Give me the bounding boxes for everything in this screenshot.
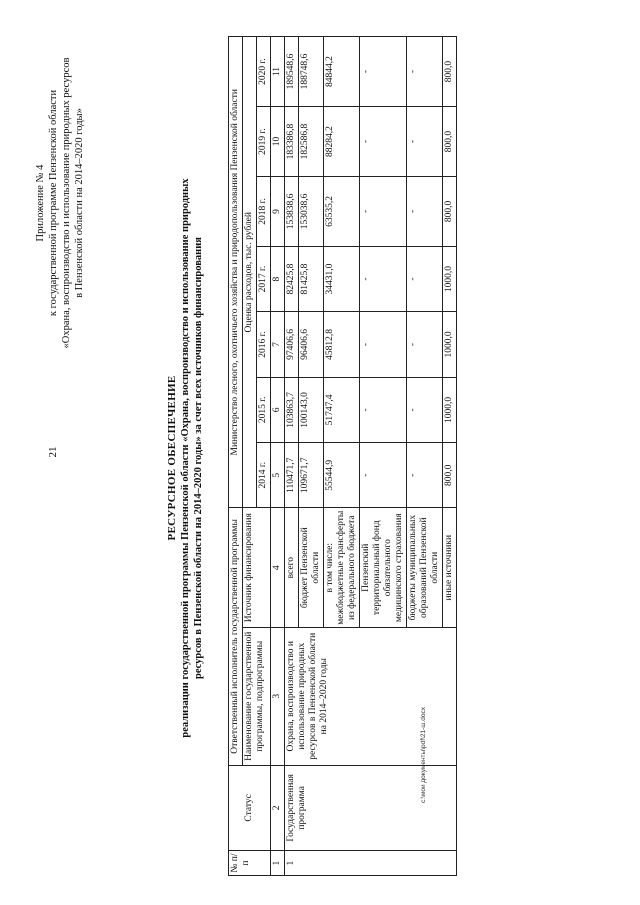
header-source: Источник финансирования [243,508,271,628]
year-2018: 2018 г. [257,176,271,246]
colnum-9: 9 [271,176,285,246]
colnum-5: 5 [271,443,285,508]
value-cell: - [407,377,443,442]
value-cell: - [407,312,443,377]
value-cell: - [360,443,407,508]
header-responsible: Ответственный исполнитель государственной программы [229,508,243,765]
value-cell: - [407,107,443,177]
colnum-10: 10 [271,107,285,177]
column-numbers-row [271,37,285,876]
value-cell: 55544,9 [324,443,360,508]
colnum-8: 8 [271,246,285,311]
year-2019: 2019 г. [257,107,271,177]
page-number: 21 [47,446,59,458]
header-expenses: Оценка расходов, тыс. рублей [243,37,257,508]
value-cell: 51747,4 [324,377,360,442]
value-cell: 103863,7 [285,377,299,442]
heading-line-2: ресурсов в Пензенской области на 2014–2020 годы» за счет всех источников финансирования [193,237,204,679]
year-2020: 2020 г. [257,37,271,107]
source-cell: в том числе: межбюджетные трансферты из федерального бюджета [324,508,360,628]
document-heading [166,48,205,868]
value-cell: - [407,246,443,311]
appendix-line-1: Приложение № 4 [35,164,46,242]
value-cell: - [360,107,407,177]
source-cell: бюджет Пензенской области [299,508,324,628]
row-program-name: Охрана, воспроизводство и использование природных ресурсов в Пензенской области на 2014–2020 годы [285,627,457,765]
value-cell: 88284,2 [324,107,360,177]
value-cell: 96406,6 [299,312,324,377]
colnum-6: 6 [271,377,285,442]
year-2015: 2015 г. [257,377,271,442]
value-cell: 182586,8 [299,107,324,177]
appendix-line-2: к государственной программе Пензенской области [48,89,59,317]
value-cell: - [360,37,407,107]
source-cell: Пензенский территориальный фонд обязательного медицинского страхования [360,508,407,628]
value-cell: 84844,2 [324,37,360,107]
colnum-7: 7 [271,312,285,377]
value-cell: 189548,6 [285,37,299,107]
value-cell: 183386,8 [285,107,299,177]
year-2017: 2017 г. [257,246,271,311]
value-cell: 110471,7 [285,443,299,508]
value-cell: 1000,0 [443,312,457,377]
value-cell: 188748,6 [299,37,324,107]
colnum-4: 4 [271,508,285,628]
header-status: Статус [229,765,271,851]
footer-file-path: c:\мои документы\pdf\21-ш.docx [420,707,427,803]
table-row [285,37,299,876]
value-cell: 97406,6 [285,312,299,377]
header-number: № п/п [229,851,271,876]
year-2016: 2016 г. [257,312,271,377]
source-cell: иные источники [443,508,457,628]
header-row-1 [229,37,243,876]
value-cell: - [407,443,443,508]
value-cell: 800,0 [443,443,457,508]
source-cell: бюджеты муниципальных образований Пензенской области [407,508,443,628]
value-cell: - [360,377,407,442]
value-cell: 153038,6 [299,176,324,246]
header-program-name: Наименование государственной программы, подпрограммы [243,627,271,765]
funding-table [228,36,457,876]
value-cell: - [360,312,407,377]
appendix-line-4: в Пензенской области на 2014–2020 годы» [74,108,85,298]
value-cell: 800,0 [443,37,457,107]
heading-title: РЕСУРСНОЕ ОБЕСПЕЧЕНИЕ [166,375,178,541]
colnum-11: 11 [271,37,285,107]
value-cell: - [360,246,407,311]
source-cell: всего [285,508,299,628]
value-cell: 800,0 [443,176,457,246]
header-row-2 [243,37,257,876]
year-2014: 2014 г. [257,443,271,508]
value-cell: 109671,7 [299,443,324,508]
value-cell: 100143,0 [299,377,324,442]
value-cell: 82425,8 [285,246,299,311]
appendix-note [34,23,86,383]
colnum-1: 1 [271,851,285,876]
value-cell: 1000,0 [443,246,457,311]
value-cell: 81425,8 [299,246,324,311]
row-status: Государственная программа [285,765,457,851]
value-cell: - [407,176,443,246]
row-number: 1 [285,851,457,876]
heading-line-1: реализации государственной программы Пензенской области «Охрана, воспроизводство и использование природных [180,178,191,738]
value-cell: 45812,8 [324,312,360,377]
header-ministry: Министерство лесного, охотничьего хозяйства и природопользования Пензенской области [229,37,243,508]
landscape-sheet [18,13,626,888]
value-cell: 34431,0 [324,246,360,311]
appendix-line-3: «Охрана, воспроизводство и использование природных ресурсов [61,57,72,349]
value-cell: 1000,0 [443,377,457,442]
value-cell: 153838,6 [285,176,299,246]
value-cell: - [407,37,443,107]
value-cell: - [360,176,407,246]
colnum-2: 2 [271,765,285,851]
colnum-3: 3 [271,627,285,765]
value-cell: 800,0 [443,107,457,177]
value-cell: 63535,2 [324,176,360,246]
